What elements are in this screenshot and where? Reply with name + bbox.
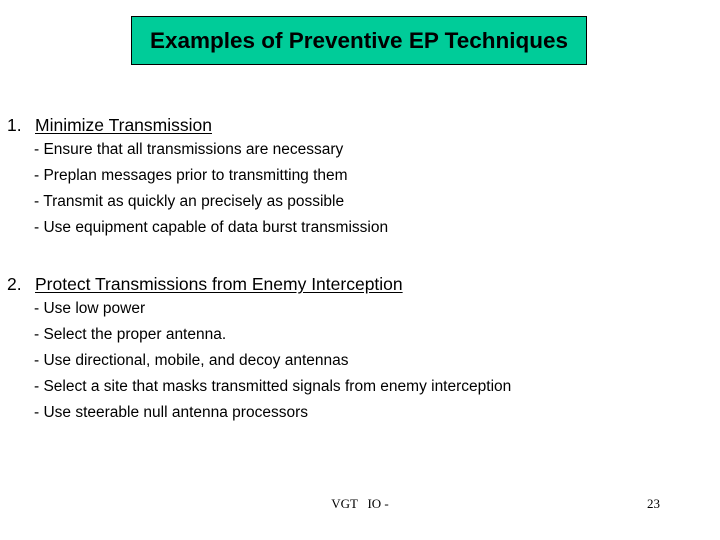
bullet-list [0, 296, 720, 426]
list-item: - Use equipment capable of data burst transmission [34, 219, 389, 236]
section-number: 2. [7, 274, 22, 294]
list-item: - Use steerable null antenna processors [34, 404, 308, 421]
list-item: - Ensure that all transmissions are necessary [34, 141, 344, 158]
section-heading-label: Protect Transmissions from Enemy Interception [35, 274, 403, 294]
list-item: - Preplan messages prior to transmitting them [34, 167, 348, 184]
list-item: - Select a site that masks transmitted signals from enemy interception [34, 378, 512, 395]
section-protect-transmissions [0, 272, 720, 426]
list-item: - Select the proper antenna. [34, 326, 227, 343]
section-heading [0, 272, 720, 296]
footer-label: VGT IO - [331, 496, 389, 511]
section-number: 1. [7, 115, 22, 135]
list-item: - Use directional, mobile, and decoy antennas [34, 352, 349, 369]
slide-title-box [131, 16, 587, 65]
list-item: - Use low power [34, 300, 146, 317]
section-heading-label: Minimize Transmission [35, 115, 212, 135]
page-number: 23 [647, 496, 660, 511]
section-minimize-transmission [0, 113, 720, 241]
section-heading [0, 113, 720, 137]
list-item: - Transmit as quickly an precisely as possible [34, 193, 345, 210]
bullet-list [0, 137, 720, 241]
slide-title: Examples of Preventive EP Techniques [149, 27, 569, 53]
